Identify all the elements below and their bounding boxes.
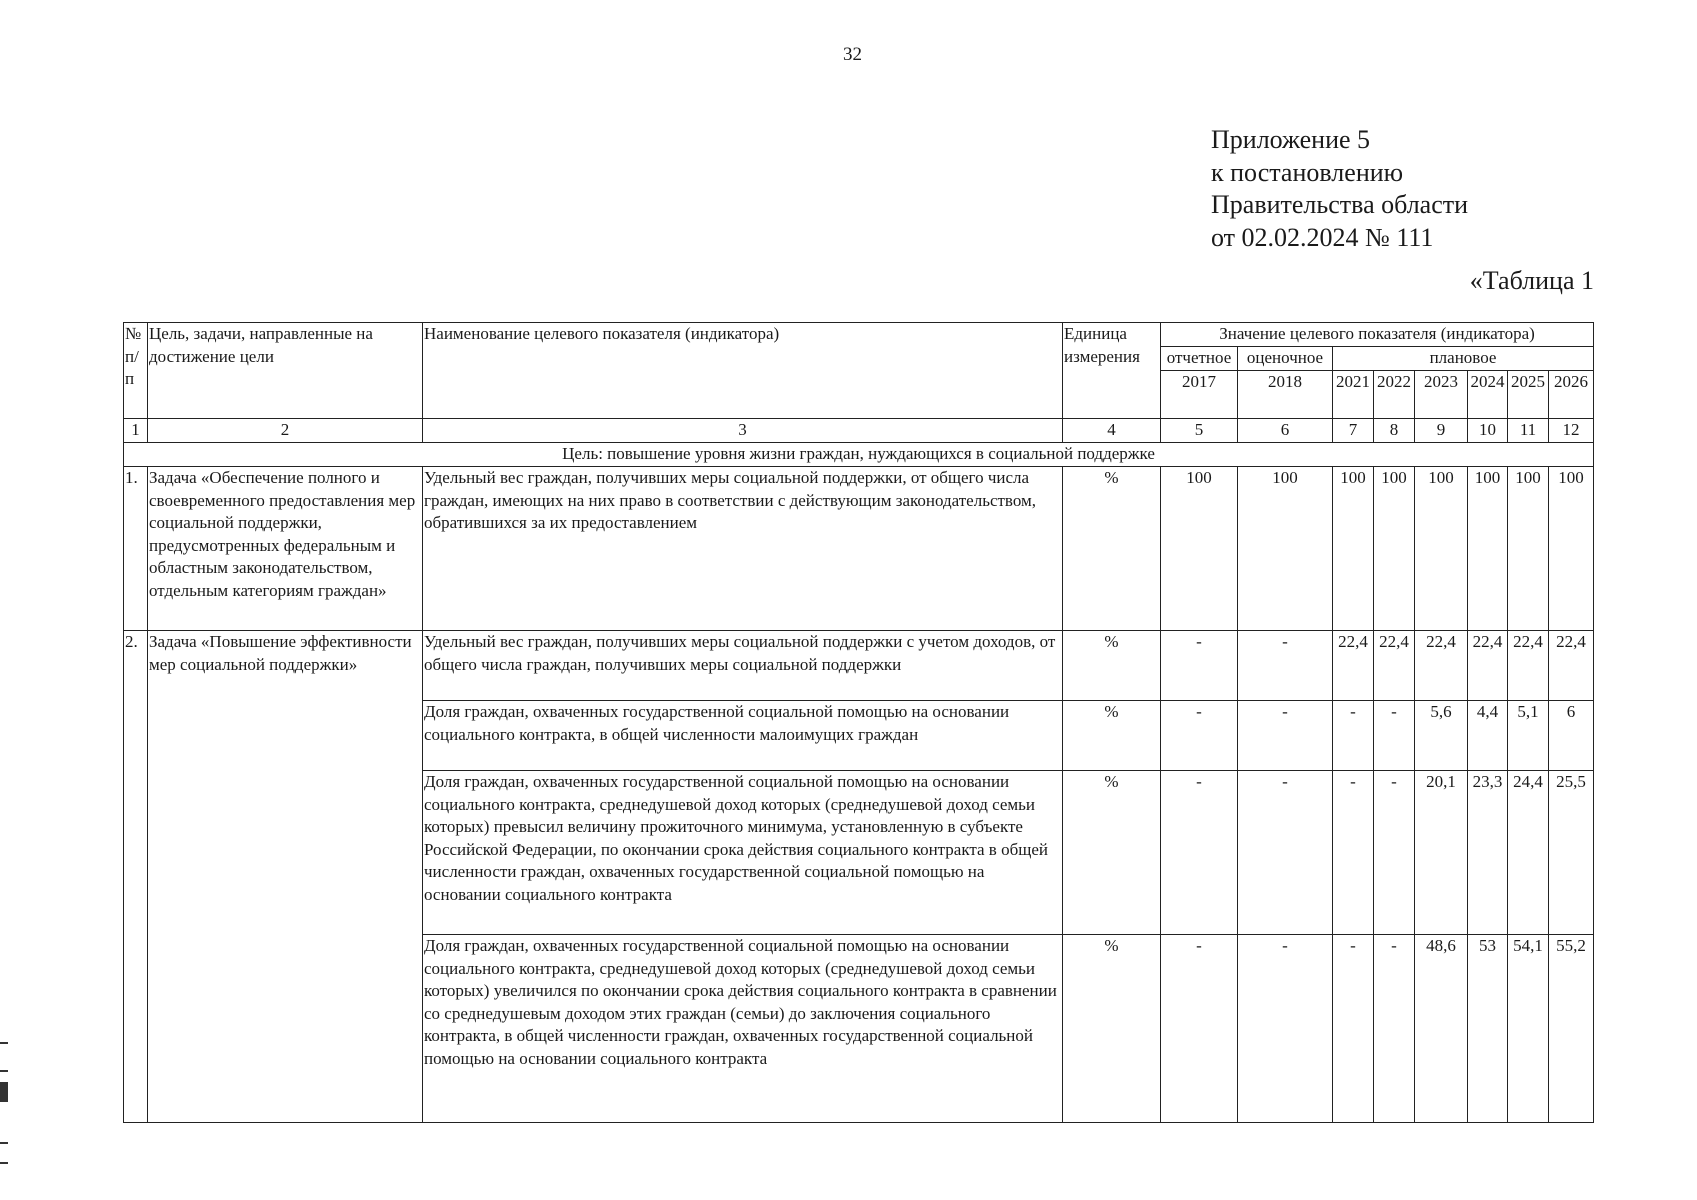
unit-cell: %	[1063, 771, 1161, 935]
value-cell: -	[1374, 701, 1415, 771]
value-cell: 22,4	[1549, 631, 1594, 701]
header-num: № п/п	[124, 323, 148, 419]
header-year: 2021	[1333, 371, 1374, 419]
header-year: 2018	[1238, 371, 1333, 419]
header-year: 2022	[1374, 371, 1415, 419]
appendix-line: Правительства области	[1211, 190, 1469, 219]
header-planned: плановое	[1333, 347, 1594, 371]
header-goal: Цель, задачи, направленные на достижение цели	[148, 323, 423, 419]
value-cell: -	[1238, 701, 1333, 771]
value-cell: 20,1	[1415, 771, 1468, 935]
value-cell: -	[1238, 631, 1333, 701]
value-cell: -	[1374, 771, 1415, 935]
col-number: 2	[148, 419, 423, 443]
appendix-line: от 02.02.2024 № 111	[1211, 222, 1434, 252]
indicator-name: Доля граждан, охваченных государственной социальной помощью на основании социального контракта, среднедушевой доход которых (среднедушевой доход семьи которых) превысил величину прожиточного минимума, установленную в субъекте Российской Федерации, по окончании срока действия социального контракта в общей численности граждан, охваченных государственной социальной помощью на основании социального контракта	[423, 771, 1063, 935]
value-cell: 23,3	[1468, 771, 1508, 935]
appendix-block	[1211, 124, 1468, 254]
value-cell: 100	[1468, 467, 1508, 631]
value-cell: 100	[1374, 467, 1415, 631]
value-cell: 22,4	[1374, 631, 1415, 701]
col-number: 7	[1333, 419, 1374, 443]
unit-cell: %	[1063, 631, 1161, 701]
task-name: Задача «Повышение эффективности мер социальной поддержки»	[148, 631, 423, 1123]
value-cell: 4,4	[1468, 701, 1508, 771]
header-year: 2024	[1468, 371, 1508, 419]
value-cell: 6	[1549, 701, 1594, 771]
value-cell: -	[1161, 631, 1238, 701]
header-year: 2023	[1415, 371, 1468, 419]
value-cell: -	[1238, 771, 1333, 935]
value-cell: 22,4	[1508, 631, 1549, 701]
value-cell: 100	[1549, 467, 1594, 631]
value-cell: 100	[1238, 467, 1333, 631]
value-cell: -	[1333, 771, 1374, 935]
indicator-name: Доля граждан, охваченных государственной социальной помощью на основании социального контракта, в общей численности малоимущих граждан	[423, 701, 1063, 771]
value-cell: 100	[1333, 467, 1374, 631]
col-number: 11	[1508, 419, 1549, 443]
header-estimated: оценочное	[1238, 347, 1333, 371]
header-reporting: отчетное	[1161, 347, 1238, 371]
value-cell: 100	[1161, 467, 1238, 631]
value-cell: 22,4	[1415, 631, 1468, 701]
appendix-line: к постановлению	[1211, 157, 1404, 187]
value-cell: 24,4	[1508, 771, 1549, 935]
value-cell: 25,5	[1549, 771, 1594, 935]
value-cell: 48,6	[1415, 935, 1468, 1123]
header-indicator: Наименование целевого показателя (индикатора)	[423, 323, 1063, 419]
col-number: 1	[124, 419, 148, 443]
col-number: 4	[1063, 419, 1161, 443]
value-cell: -	[1374, 935, 1415, 1123]
header-year: 2025	[1508, 371, 1549, 419]
value-cell: -	[1161, 935, 1238, 1123]
col-number: 6	[1238, 419, 1333, 443]
value-cell: -	[1238, 935, 1333, 1123]
indicator-name: Доля граждан, охваченных государственной социальной помощью на основании социального контракта, среднедушевой доход которых (среднедушевой доход семьи которых) увеличился по окончании срока действия социального контракта в сравнении со среднедушевым доходом этих граждан (семьи) до заключения социального контракта, в общей численности граждан, охваченных государственной социальной помощью на основании социального контракта	[423, 935, 1063, 1123]
indicator-name: Удельный вес граждан, получивших меры социальной поддержки с учетом доходов, от общего числа граждан, получивших меры социальной поддержки	[423, 631, 1063, 701]
col-number: 12	[1549, 419, 1594, 443]
goal-row: Цель: повышение уровня жизни граждан, нуждающихся в социальной поддержке	[124, 443, 1594, 467]
value-cell: 5,1	[1508, 701, 1549, 771]
indicator-name: Удельный вес граждан, получивших меры социальной поддержки, от общего числа граждан, имеющих на них право в соответствии с действующим законодательством, обратившихся за их предоставлением	[423, 467, 1063, 631]
task-num: 1.	[124, 467, 148, 631]
task-num: 2.	[124, 631, 148, 1123]
header-year: 2017	[1161, 371, 1238, 419]
value-cell: -	[1161, 701, 1238, 771]
indicators-table	[123, 322, 1594, 1123]
value-cell: 22,4	[1333, 631, 1374, 701]
task-name: Задача «Обеспечение полного и своевременного предоставления мер социальной поддержки, предусмотренных федеральным и областным законодательством, отдельным категориям граждан»	[148, 467, 423, 631]
value-cell: 100	[1508, 467, 1549, 631]
scan-marks	[0, 1040, 8, 1190]
col-number: 3	[423, 419, 1063, 443]
value-cell: 55,2	[1549, 935, 1594, 1123]
value-cell: 100	[1415, 467, 1468, 631]
value-cell: 5,6	[1415, 701, 1468, 771]
table-caption: «Таблица 1	[1469, 266, 1594, 295]
value-cell: 53	[1468, 935, 1508, 1123]
col-number: 5	[1161, 419, 1238, 443]
appendix-line: Приложение 5	[1211, 125, 1371, 154]
unit-cell: %	[1063, 467, 1161, 631]
value-cell: -	[1333, 935, 1374, 1123]
value-cell: 22,4	[1468, 631, 1508, 701]
unit-cell: %	[1063, 701, 1161, 771]
col-number: 8	[1374, 419, 1415, 443]
header-unit: Единица измерения	[1063, 323, 1161, 419]
unit-cell: %	[1063, 935, 1161, 1123]
value-cell: -	[1161, 771, 1238, 935]
header-year: 2026	[1549, 371, 1594, 419]
col-number: 9	[1415, 419, 1468, 443]
page-number: 32	[843, 44, 862, 65]
col-number: 10	[1468, 419, 1508, 443]
value-cell: -	[1333, 701, 1374, 771]
value-cell: 54,1	[1508, 935, 1549, 1123]
header-value: Значение целевого показателя (индикатора)	[1161, 323, 1594, 347]
